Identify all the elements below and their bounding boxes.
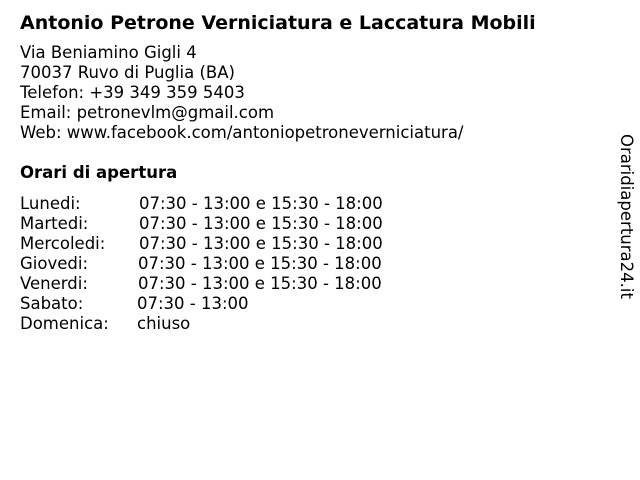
day-label: Sabato: — [20, 294, 84, 313]
day-hours: 07:30 - 13:00 e 15:30 - 18:00 — [138, 254, 382, 273]
day-hours: 07:30 - 13:00 — [137, 294, 249, 313]
day-hours: 07:30 - 13:00 e 15:30 - 18:00 — [138, 274, 382, 293]
email: Email: petronevlm@gmail.com — [20, 103, 275, 122]
day-hours: 07:30 - 13:00 e 15:30 - 18:00 — [139, 194, 383, 213]
day-label: Venerdi: — [20, 274, 88, 293]
phone: Telefon: +39 349 359 5403 — [20, 83, 245, 102]
day-hours: chiuso — [137, 314, 191, 333]
business-name: Antonio Petrone Verniciatura e Laccatura Mobili — [20, 12, 536, 34]
day-label: Martedi: — [20, 214, 89, 233]
website: Web: www.facebook.com/antoniopetroneverniciatura/ — [20, 123, 464, 142]
site-watermark: Oraridiapertura24.it — [617, 134, 636, 299]
hours-heading: Orari di apertura — [20, 163, 178, 182]
address-line-2: 70037 Ruvo di Puglia (BA) — [20, 63, 235, 82]
day-hours: 07:30 - 13:00 e 15:30 - 18:00 — [139, 234, 383, 253]
address-line-1: Via Beniamino Gigli 4 — [20, 43, 197, 62]
day-hours: 07:30 - 13:00 e 15:30 - 18:00 — [139, 214, 383, 233]
day-label: Giovedi: — [20, 254, 88, 273]
day-label: Mercoledi: — [20, 234, 106, 253]
contact-block — [20, 43, 464, 143]
day-label: Lunedi: — [20, 194, 81, 213]
day-label: Domenica: — [20, 314, 109, 333]
